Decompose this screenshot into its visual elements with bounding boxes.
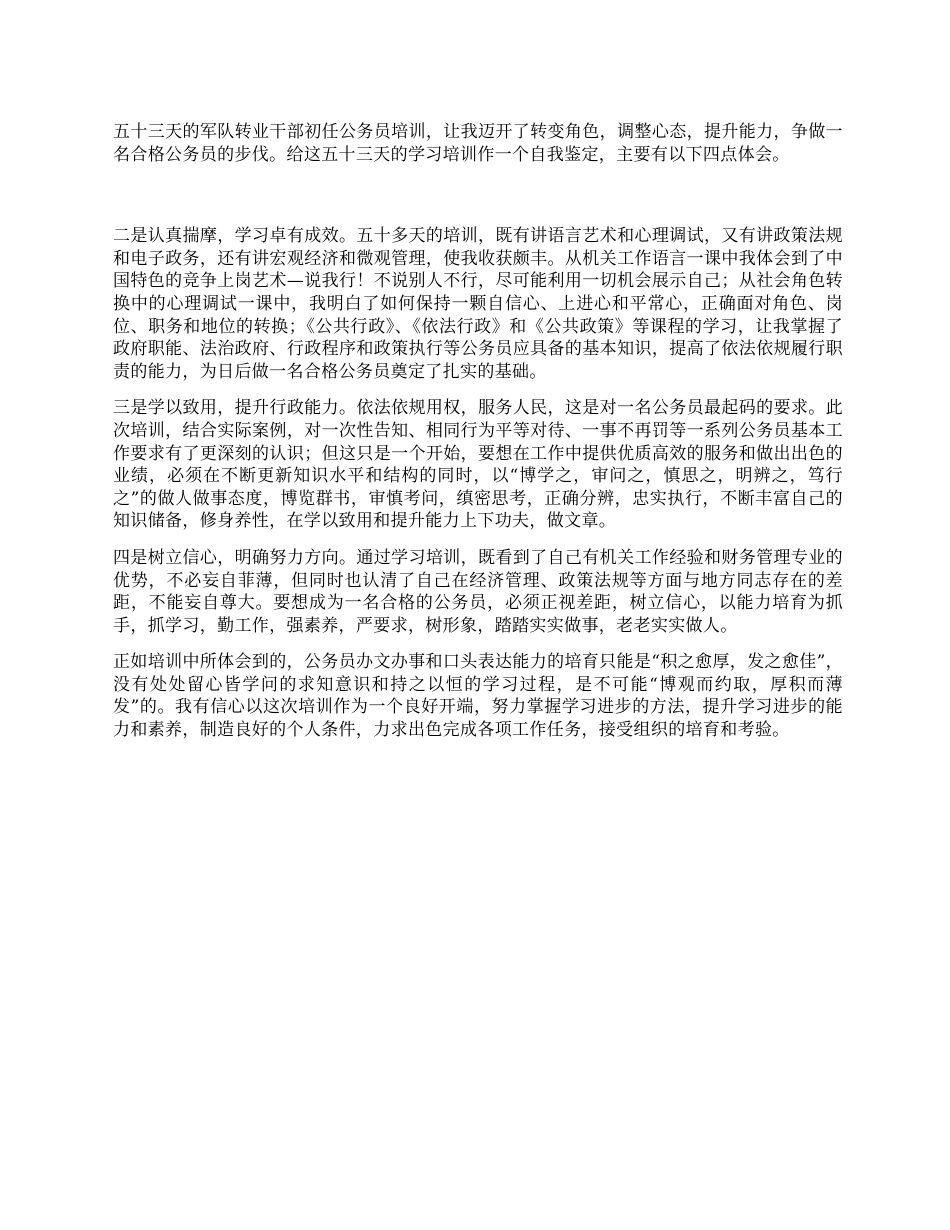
- intro-paragraph: 五十三天的军队转业干部初任公务员培训，让我迈开了转变角色，调整心态，提升能力，争做一名合格公务员的步伐。给这五十三天的学习培训作一个自我鉴定，主要有以下四点体会。: [113, 122, 843, 165]
- document-page: [113, 121, 843, 742]
- paragraph-conclusion: 正如培训中所体会到的，公务员办文办事和口头表达能力的培育只能是“积之愈厚，发之愈佳”，没有处处留心皆学问的求知意识和持之以恒的学习过程，是不可能“博观而约取，厚积而薄发”的。我有信心以这次培训作为一个良好开端，努力掌握学习进步的方法，提升学习进步的能力和素养，制造良好的个人条件，力求出色完成各项工作任务，接受组织的培育和考验。: [113, 652, 843, 741]
- paragraph-build-confidence: 四是树立信心，明确努力方向。通过学习培训，既看到了自己有机关工作经验和财务管理专业的优势，不必妄自菲薄，但同时也认清了自己在经济管理、政策法规等方面与地方同志存在的差距，不能妄自尊大。要想成为一名合格的公务员，必须正视差距，树立信心，以能力培育为抓手，抓学习，勤工作，强素养，严要求，树形象，踏踏实实做事，老老实实做人。: [113, 547, 843, 636]
- paragraph-study-results: 二是认真揣摩，学习卓有成效。五十多天的培训，既有讲语言艺术和心理调试，又有讲政策法规和电子政务，还有讲宏观经济和微观管理，使我收获颇丰。从机关工作语言一课中我体会到了中国特色的竞争上岗艺术—说我行！不说别人不行，尽可能利用一切机会展示自己；从社会角色转换中的心理调试一课中，我明白了如何保持一颗自信心、上进心和平常心，正确面对角色、岗位、职务和地位的转换；《公共行政》、《依法行政》和《公共政策》等课程的学习，让我掌握了政府职能、法治政府、行政程序和政策执行等公务员应具备的基本知识，提高了依法依规履行职责的能力，为日后做一名合格公务员奠定了扎实的基础。: [113, 226, 843, 382]
- paragraph-apply-learning: 三是学以致用，提升行政能力。依法依规用权，服务人民，这是对一名公务员最起码的要求。此次培训，结合实际案例，对一次性告知、相同行为平等对待、一事不再罚等一系列公务员基本工作要求有了更深刻的认识；但这只是一个开始，要想在工作中提供优质高效的服务和做出出色的业绩，必须在不断更新知识水平和结构的同时，以“博学之，审问之，慎思之，明辨之，笃行之”的做人做事态度，博览群书，审慎考问，缜密思考，正确分辨，忠实执行，不断丰富自己的知识储备，修身养性，在学以致用和提升能力上下功夫，做文章。: [113, 398, 843, 532]
